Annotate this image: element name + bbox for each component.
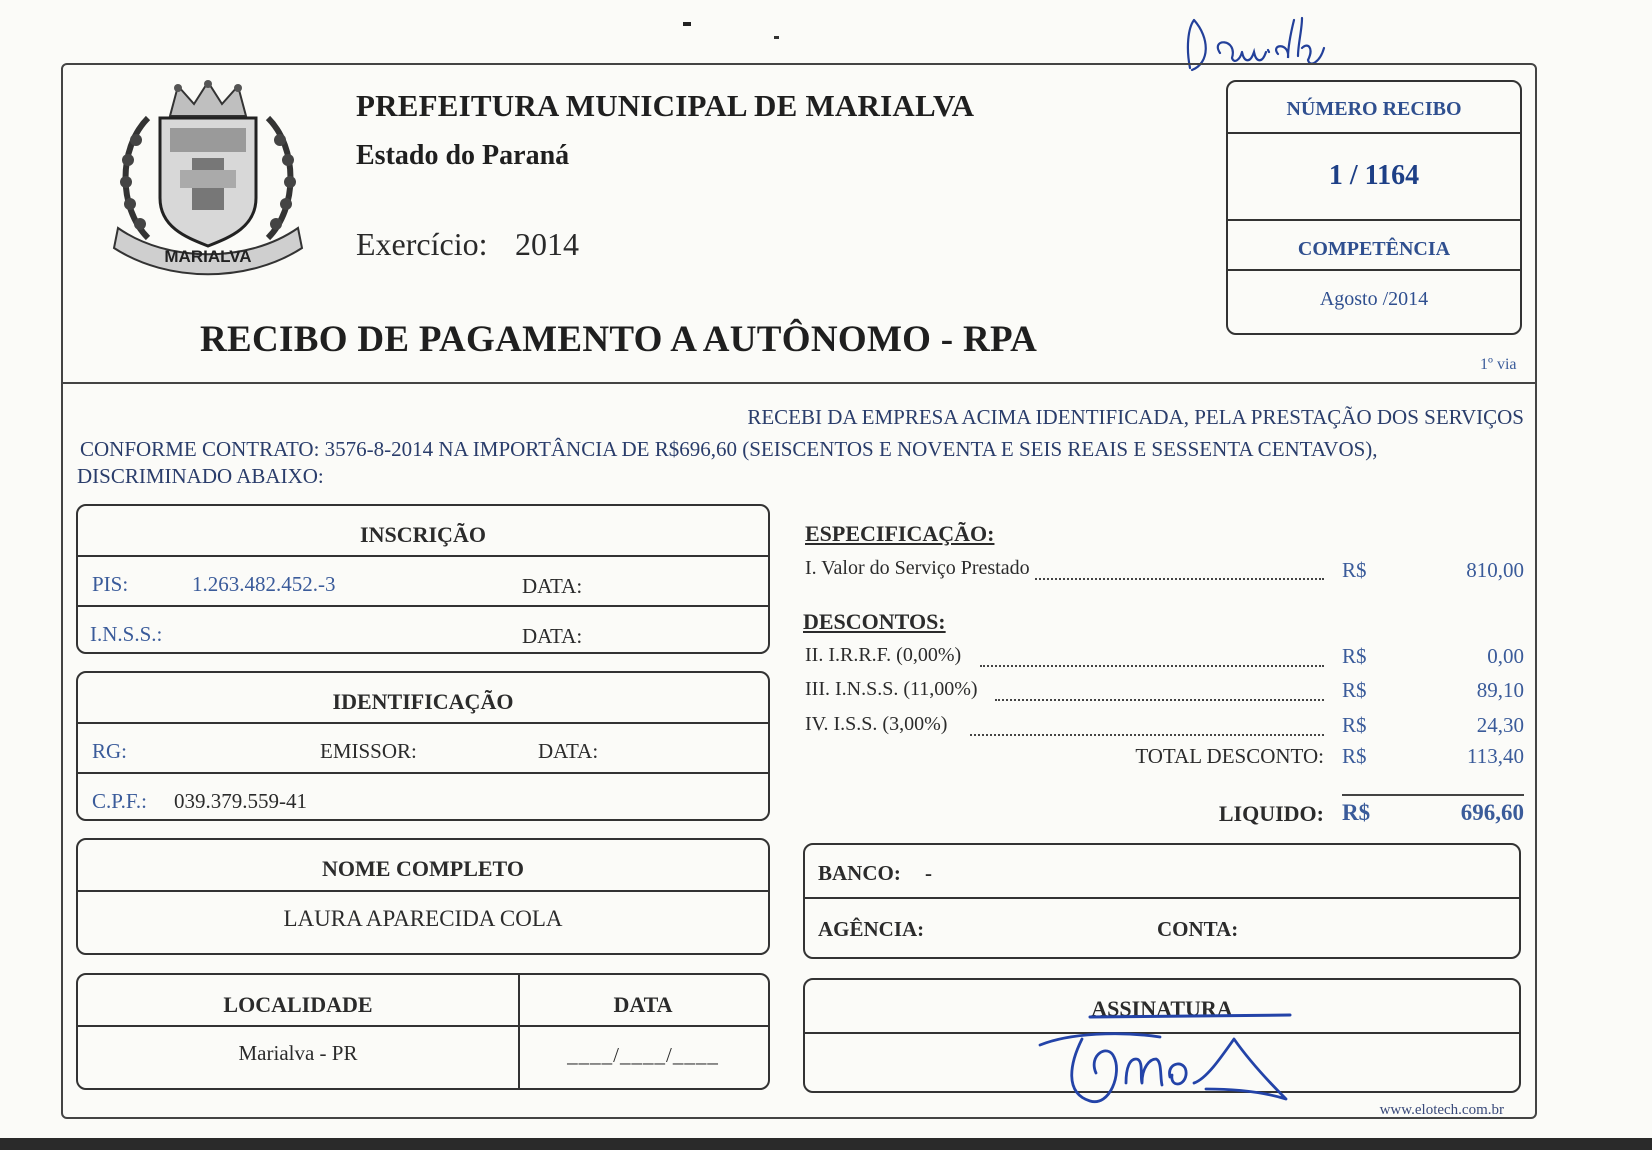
identificacao-header: IDENTIFICAÇÃO — [332, 689, 514, 714]
item1-label: I. Valor do Serviço Prestado — [805, 557, 1034, 580]
liquido-currency: R$ — [1342, 800, 1371, 825]
liquido-rule — [1342, 794, 1524, 796]
inss-label: I.N.S.S.: — [90, 622, 163, 646]
item3-label: III. I.N.S.S. (11,00%) — [805, 678, 982, 701]
liquido-value: 696,60 — [1460, 800, 1524, 825]
pis-data-label: DATA: — [522, 574, 583, 598]
especificacao-header: ESPECIFICAÇÃO: — [805, 521, 995, 546]
scan-bottom-edge — [0, 1138, 1652, 1150]
competencia-value: Agosto /2014 — [1319, 288, 1429, 310]
pis-label: PIS: — [92, 572, 129, 596]
agencia-label: AGÊNCIA: — [818, 917, 925, 941]
scan-mark — [683, 22, 691, 26]
dot-leader — [995, 699, 1324, 701]
numero-recibo-label: NÚMERO RECIBO — [1286, 98, 1462, 120]
total-desconto-label: TOTAL DESCONTO: — [1135, 744, 1324, 768]
item2-value: 0,00 — [1487, 644, 1524, 668]
dot-leader — [980, 665, 1324, 667]
liquido-label: LIQUIDO: — [1218, 801, 1324, 826]
item1-currency: R$ — [1342, 558, 1367, 582]
item4-currency: R$ — [1342, 713, 1367, 737]
pis-value: 1.263.482.452.-3 — [192, 572, 336, 596]
data-header: DATA — [613, 992, 673, 1017]
item2-label: II. I.R.R.F. (0,00%) — [805, 644, 965, 667]
item4-value: 24,30 — [1476, 713, 1524, 737]
document-title: RECIBO DE PAGAMENTO A AUTÔNOMO - RPA — [200, 319, 1038, 360]
item3-value: 89,10 — [1476, 678, 1524, 702]
dot-leader — [1000, 578, 1324, 580]
state-subtitle: Estado do Paraná — [356, 140, 570, 171]
identificacao-box — [76, 671, 770, 821]
data-value: ____/____/____ — [567, 1043, 719, 1067]
localidade-value: Marialva - PR — [238, 1041, 358, 1065]
exercicio-value: 2014 — [515, 226, 579, 262]
assinatura-header: ASSINATURA — [1091, 996, 1233, 1021]
receipt-number-box — [1226, 80, 1522, 335]
scan-mark — [774, 36, 779, 39]
via-label: 1º via — [1480, 356, 1517, 373]
declaration-line-2: CONFORME CONTRATO: 3576-8-2014 NA IMPORTÂNCIA DE R$696,60 (SEISCENTOS E NOVENTA E SEIS REAIS E SESSENTA CENTAVOS), — [80, 437, 1378, 461]
rg-label: RG: — [92, 739, 128, 763]
footer-website: www.elotech.com.br — [1379, 1102, 1504, 1118]
emissor-label: EMISSOR: — [320, 739, 417, 763]
inss-data-label: DATA: — [522, 624, 583, 648]
header-divider — [62, 382, 1536, 384]
rg-data-label: DATA: — [538, 739, 599, 763]
inscricao-box — [76, 504, 770, 654]
inscricao-header: INSCRIÇÃO — [360, 522, 486, 547]
municipality-title: PREFEITURA MUNICIPAL DE MARIALVA — [356, 88, 975, 123]
banco-label: BANCO: — [818, 861, 901, 885]
nome-completo-header: NOME COMPLETO — [322, 856, 524, 881]
item2-currency: R$ — [1342, 644, 1367, 668]
nome-completo-box — [76, 838, 770, 955]
item1-value: 810,00 — [1466, 558, 1524, 582]
numero-recibo-value: 1 / 1164 — [1328, 160, 1420, 191]
dot-leader — [970, 734, 1324, 736]
municipal-crest-icon — [108, 78, 308, 283]
localidade-box — [76, 973, 770, 1090]
total-desconto-value: 113,40 — [1467, 744, 1524, 768]
item4-label: IV. I.S.S. (3,00%) — [805, 713, 951, 736]
banco-box — [803, 843, 1521, 959]
banco-value: - — [925, 861, 932, 885]
declaration-line-1: RECEBI DA EMPRESA ACIMA IDENTIFICADA, PELA PRESTAÇÃO DOS SERVIÇOS — [747, 405, 1524, 429]
svg-text:MARIALVA: MARIALVA — [164, 247, 252, 266]
total-currency: R$ — [1342, 744, 1367, 768]
cpf-label: C.P.F.: — [92, 789, 147, 813]
declaration-line-3: DISCRIMINADO ABAIXO: — [77, 464, 324, 488]
localidade-header: LOCALIDADE — [223, 992, 373, 1017]
descontos-header: DESCONTOS: — [803, 609, 946, 634]
competencia-label: COMPETÊNCIA — [1297, 238, 1451, 260]
exercicio-label: Exercício: — [356, 226, 488, 262]
item3-currency: R$ — [1342, 678, 1367, 702]
nome-completo-value: LAURA APARECIDA COLA — [283, 906, 563, 931]
signature-icon — [1030, 1003, 1300, 1115]
cpf-value: 039.379.559-41 — [174, 789, 307, 813]
conta-label: CONTA: — [1157, 917, 1239, 941]
